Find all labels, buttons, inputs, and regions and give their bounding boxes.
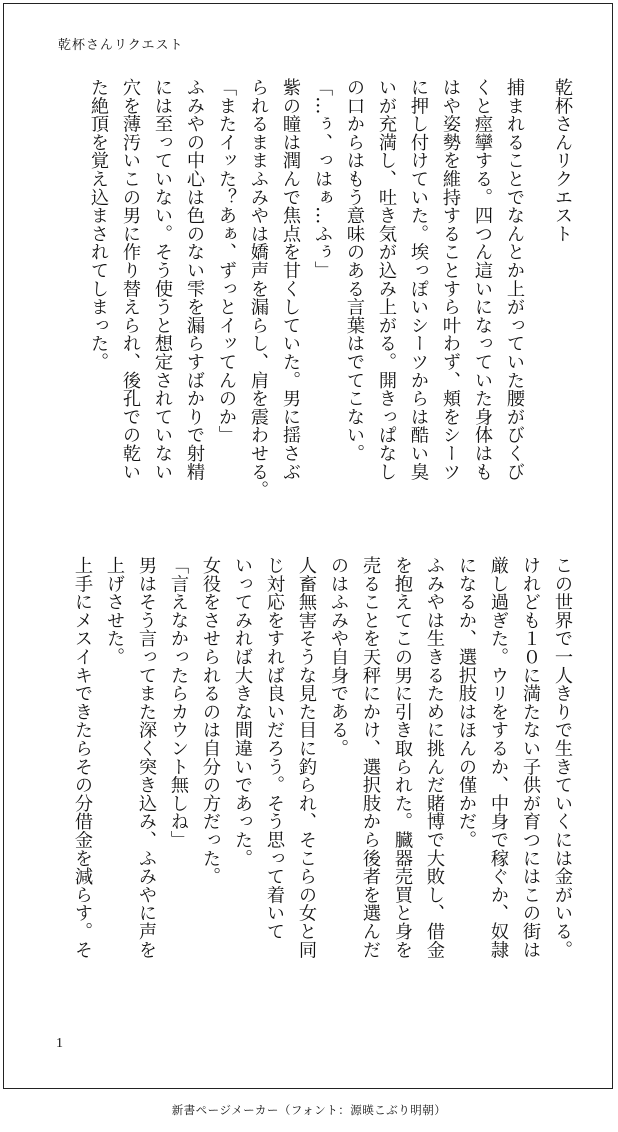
header-title: 乾杯さんリクエスト — [58, 38, 184, 53]
text-line: 上げさせた。 — [104, 556, 125, 666]
text-line: この世界で一人きりで生きていくには金がいる。 — [552, 556, 573, 959]
text-line: になるか、選択肢はほんの僅かだ。 — [456, 556, 477, 849]
text-line: 紫の瞳は潤んで焦点を甘くしていた。男に揺さぶ — [280, 78, 301, 481]
text-line: ふみやは生きるために挑んだ賭博で大敗し、借金 — [424, 556, 445, 959]
text-line: 「言えなかったらカウント無しね」 — [168, 556, 189, 849]
text-line: 男はそう言ってまた深く突き込み、ふみやに声を — [136, 556, 157, 959]
page-number: 1 — [56, 1036, 63, 1051]
text-line: 売ることを天秤にかけ、選択肢から後者を選んだ — [360, 556, 381, 959]
text-line: 捕まれることでなんとか上がっていた腰がびくび — [504, 78, 525, 481]
text-line: はや姿勢を維持することすら叶わず、頬をシーツ — [440, 78, 461, 481]
text-line: を抱えてこの男に引き取られた。臓器売買と身を — [392, 556, 413, 959]
text-line: 厳し過ぎた。ウリをするか、中身で稼ぐか、奴隷 — [488, 556, 509, 959]
text-line: けれども１０に満たない子供が育つにはこの街は — [520, 556, 541, 959]
text-line: た絶頂を覚え込まされてしまった。 — [88, 78, 109, 371]
text-line: いってみれば大きな間違いであった。 — [232, 556, 253, 868]
text-line: いが充満し、吐き気が込み上がる。開きっぱなし — [376, 78, 397, 481]
text-line: 「またイッた？あぁ、ずっとイッてんのか」 — [216, 78, 237, 444]
text-line: 穴を薄汚いこの男に作り替えられ、後孔での乾い — [120, 78, 141, 481]
text-line: じ対応をすれば良いだろう。そう思って着いて — [264, 556, 285, 941]
top-text-block — [82, 78, 578, 548]
footer-credit: 新書ページメーカー（フォント：源暎こぶり明朝） — [171, 1103, 447, 1117]
text-line: 人畜無害そうな見た目に釣られ、そこらの女と同 — [296, 556, 317, 959]
text-line: くと痙攣する。四つん這いになっていた身体はも — [472, 78, 493, 481]
text-line: の口からはもう意味のある言葉はでてこない。 — [344, 78, 365, 463]
chapter-title: 乾杯さんリクエスト — [552, 78, 573, 243]
text-line: 女役をさせられるのは自分の方だった。 — [200, 556, 221, 886]
text-line: に押し付けていた。埃っぽいシーツからは酷い臭 — [408, 78, 429, 481]
text-line: ふみやの中心は色のない雫を漏らすばかりで射精 — [184, 78, 205, 481]
text-line: られるままふみやは嬌声を漏らし、肩を震わせる。 — [248, 78, 269, 499]
bottom-text-block — [66, 556, 578, 1026]
text-line: には至っていない。そう使うと想定されていない — [152, 78, 173, 481]
text-line: のはふみや自身である。 — [328, 556, 349, 758]
text-line: 上手にメスイキできたらその分借金を減らす。そ — [72, 556, 93, 959]
text-line: 「…ぅ、っはぁ…ふぅ」 — [312, 78, 333, 280]
